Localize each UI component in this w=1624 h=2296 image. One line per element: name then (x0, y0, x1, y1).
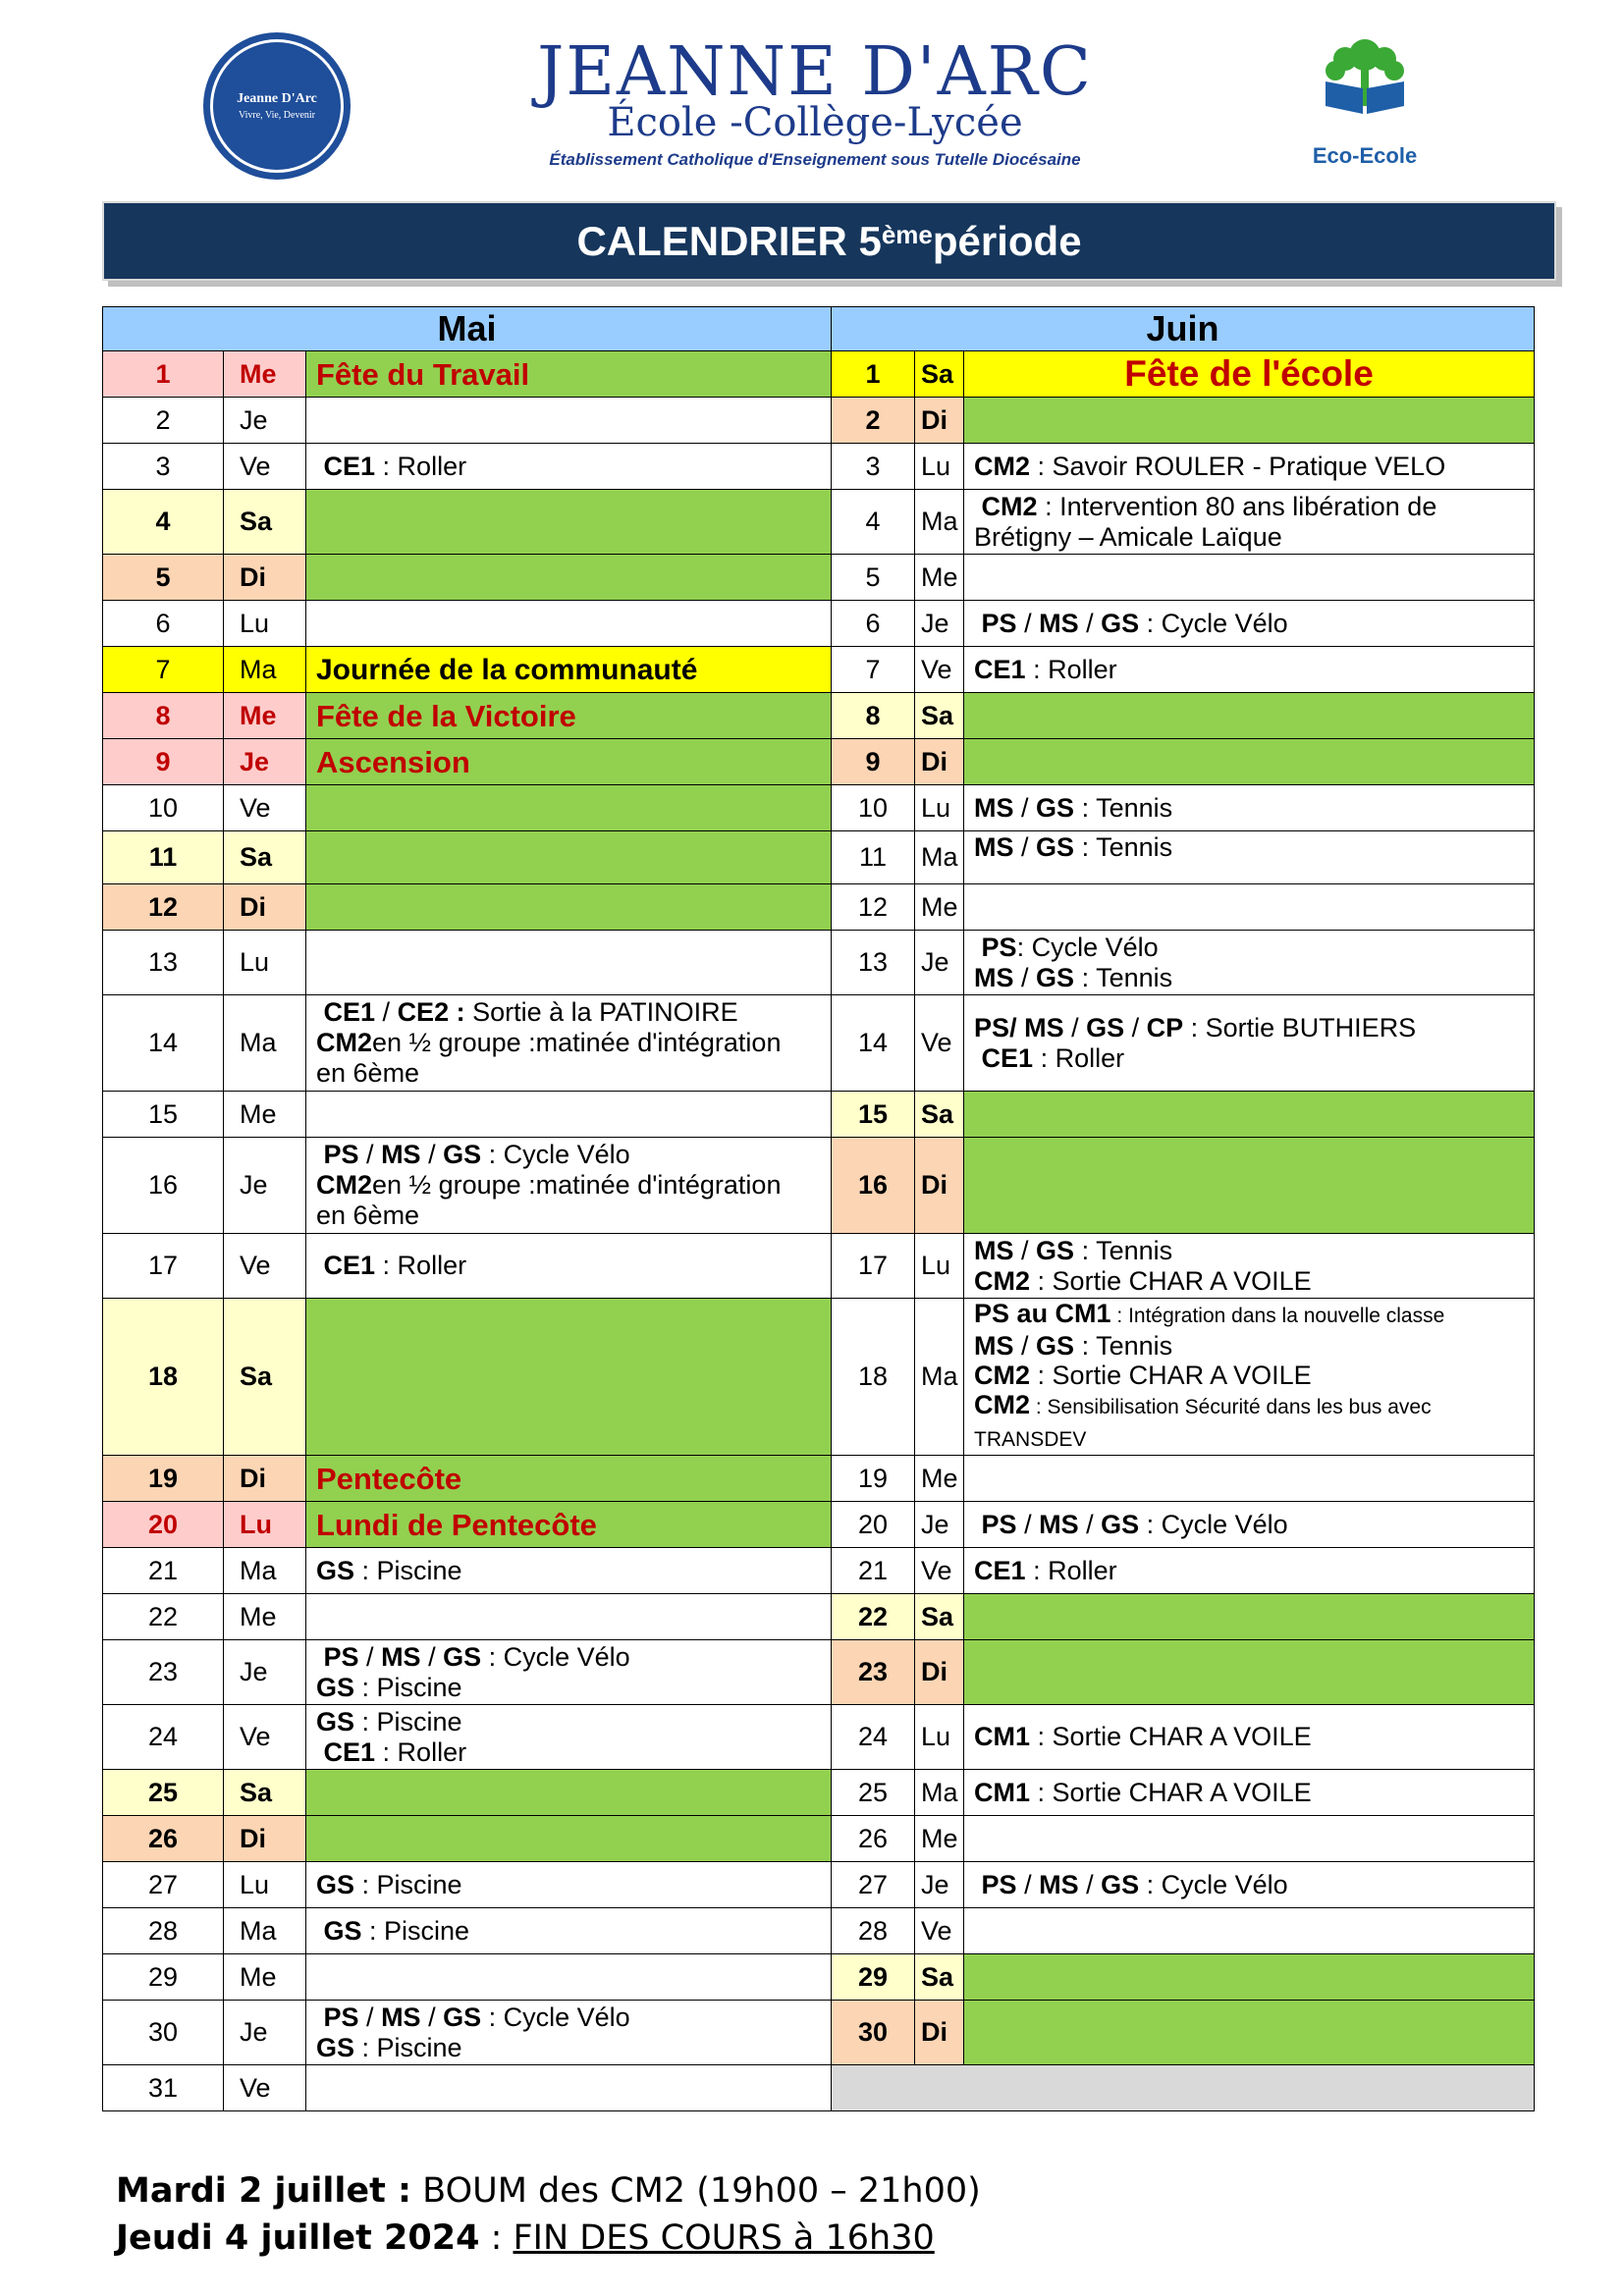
event-cell: MS / GS : Tennis (964, 785, 1535, 831)
table-row (103, 2065, 1535, 2111)
event-cell: PS / MS / GS : Cycle Vélo GS : Piscine (306, 1640, 832, 1705)
table-row (103, 1594, 1535, 1640)
day-number: 9 (832, 739, 915, 785)
event-cell: Lundi de Pentecôte (306, 1502, 832, 1548)
day-name: Me (224, 1954, 306, 2001)
event-cell (306, 490, 832, 555)
day-number: 18 (832, 1299, 915, 1456)
event-cell: Pentecôte (306, 1456, 832, 1502)
month-june: Juin (832, 307, 1535, 351)
day-name: Ve (915, 647, 964, 693)
event-cell: GS : Piscine (306, 1862, 832, 1908)
day-number: 4 (103, 490, 224, 555)
day-number: 1 (832, 351, 915, 398)
table-row (103, 555, 1535, 601)
table-row (103, 2001, 1535, 2065)
event-cell: PS au CM1 : Intégration dans la nouvelle classe MS / GS : Tennis CM2 : Sortie CHAR A VOILE CM2 : Sensibilisation Sécurité dans les bus avec TRANSDEV (964, 1299, 1535, 1456)
day-number: 26 (103, 1816, 224, 1862)
day-name: Di (915, 1640, 964, 1705)
eco-ecole-logo (1296, 37, 1434, 175)
day-number: 13 (103, 931, 224, 995)
event-cell: CM2 : Savoir ROULER - Pratique VELO (964, 444, 1535, 490)
day-number: 24 (832, 1705, 915, 1770)
day-name: Di (224, 1816, 306, 1862)
event-cell (306, 1594, 832, 1640)
day-number: 3 (103, 444, 224, 490)
month-header-row (103, 307, 1535, 351)
day-name: Ma (224, 1548, 306, 1594)
table-row (103, 351, 1535, 398)
day-name: Di (915, 739, 964, 785)
table-row (103, 490, 1535, 555)
table-row (103, 831, 1535, 884)
event-cell (964, 1092, 1535, 1138)
day-name: Lu (915, 1234, 964, 1299)
event-cell: GS : Piscine (306, 1908, 832, 1954)
event-cell (964, 398, 1535, 444)
event-cell: PS / MS / GS : Cycle Vélo CM2en ½ groupe :matinée d'intégration en 6ème (306, 1138, 832, 1234)
day-name: Lu (915, 444, 964, 490)
event-cell: GS : Piscine (306, 1548, 832, 1594)
eco-ecole-label: Eco-Ecole (1312, 143, 1418, 168)
page-title: CALENDRIER 5 $^{ème}$ période (102, 201, 1556, 281)
event-cell: Fête du Travail (306, 351, 832, 398)
day-number: 21 (832, 1548, 915, 1594)
day-number: 29 (832, 1954, 915, 2001)
event-cell (964, 693, 1535, 739)
day-number: 5 (832, 555, 915, 601)
day-name: Je (915, 931, 964, 995)
day-number: 6 (832, 601, 915, 647)
day-number: 17 (832, 1234, 915, 1299)
day-number: 4 (832, 490, 915, 555)
day-name: Di (915, 2001, 964, 2065)
table-row (103, 1299, 1535, 1456)
table-row (103, 693, 1535, 739)
table-row (103, 444, 1535, 490)
event-cell (964, 739, 1535, 785)
school-logo (203, 32, 351, 180)
day-name: Je (224, 1138, 306, 1234)
event-cell (306, 1816, 832, 1862)
event-cell (964, 1954, 1535, 2001)
day-number: 14 (103, 995, 224, 1092)
day-number: 22 (103, 1594, 224, 1640)
day-number: 31 (103, 2065, 224, 2111)
day-number: 10 (103, 785, 224, 831)
day-name: Sa (915, 693, 964, 739)
table-row (103, 647, 1535, 693)
day-number: 19 (103, 1456, 224, 1502)
table-row (103, 1862, 1535, 1908)
day-name: Ve (224, 1234, 306, 1299)
day-name: Ma (915, 1770, 964, 1816)
event-cell: Journée de la communauté (306, 647, 832, 693)
day-number: 12 (832, 884, 915, 931)
table-row (103, 1908, 1535, 1954)
day-name: Ma (915, 1299, 964, 1456)
event-cell (964, 1816, 1535, 1862)
day-name: Je (915, 1862, 964, 1908)
table-row (103, 1092, 1535, 1138)
day-name: Di (915, 398, 964, 444)
day-number: 7 (103, 647, 224, 693)
tree-book-icon (1316, 37, 1414, 116)
event-cell: GS : Piscine CE1 : Roller (306, 1705, 832, 1770)
day-name: Sa (224, 1299, 306, 1456)
event-cell (306, 931, 832, 995)
footer-line-2: Jeudi 4 juillet 2024 : FIN DES COURS à 16h30 (116, 2218, 935, 2258)
day-name: Ve (224, 2065, 306, 2111)
table-row (103, 1138, 1535, 1234)
day-name: Sa (915, 1594, 964, 1640)
footer-line-1: Mardi 2 juillet : BOUM des CM2 (19h00 – 21h00) (116, 2171, 981, 2211)
event-cell (964, 1594, 1535, 1640)
day-number: 11 (832, 831, 915, 884)
event-cell: Fête de l'école (964, 351, 1535, 398)
day-name: Ma (224, 995, 306, 1092)
day-name: Je (224, 739, 306, 785)
event-cell (964, 555, 1535, 601)
day-number: 5 (103, 555, 224, 601)
day-number: 25 (832, 1770, 915, 1816)
day-number: 7 (832, 647, 915, 693)
day-number: 15 (832, 1092, 915, 1138)
event-cell: CM1 : Sortie CHAR A VOILE (964, 1770, 1535, 1816)
day-number: 27 (103, 1862, 224, 1908)
day-name: Di (915, 1138, 964, 1234)
day-number: 26 (832, 1816, 915, 1862)
day-number: 30 (103, 2001, 224, 2065)
day-name: Ve (224, 444, 306, 490)
event-cell (306, 1954, 832, 2001)
day-number: 18 (103, 1299, 224, 1456)
day-name: Lu (224, 601, 306, 647)
day-number: 30 (832, 2001, 915, 2065)
day-number: 23 (103, 1640, 224, 1705)
table-row (103, 1502, 1535, 1548)
day-name: Me (915, 1816, 964, 1862)
footer-notes (116, 2167, 981, 2262)
day-name: Je (224, 2001, 306, 2065)
table-row (103, 739, 1535, 785)
day-name: Sa (915, 351, 964, 398)
day-number: 13 (832, 931, 915, 995)
table-row (103, 1548, 1535, 1594)
table-row (103, 398, 1535, 444)
day-name: Di (224, 1456, 306, 1502)
table-row (103, 1640, 1535, 1705)
event-cell (306, 831, 832, 884)
table-row (103, 1234, 1535, 1299)
event-cell: CE1 : Roller (306, 1234, 832, 1299)
day-name: Ve (224, 785, 306, 831)
day-number: 27 (832, 1862, 915, 1908)
day-number: 28 (103, 1908, 224, 1954)
event-cell: MS / GS : Tennis (964, 831, 1535, 884)
table-row (103, 785, 1535, 831)
day-name: Me (224, 693, 306, 739)
event-cell (306, 1299, 832, 1456)
day-name: Ma (915, 831, 964, 884)
logo-text: Jeanne D'Arc (237, 91, 317, 106)
day-number: 16 (832, 1138, 915, 1234)
day-number: 16 (103, 1138, 224, 1234)
calendar-table (102, 306, 1535, 2111)
event-cell: PS / MS / GS : Cycle Vélo GS : Piscine (306, 2001, 832, 2065)
day-number: 19 (832, 1456, 915, 1502)
day-name: Sa (224, 490, 306, 555)
table-row (103, 601, 1535, 647)
school-subtitle: École -Collège-Lycée (607, 100, 1023, 145)
school-tagline: Établissement Catholique d'Enseignement sous Tutelle Diocésaine (549, 150, 1081, 169)
event-cell (306, 2065, 832, 2111)
day-name: Ve (915, 995, 964, 1092)
logo-motto: Vivre, Vie, Devenir (238, 110, 316, 121)
day-name: Lu (224, 931, 306, 995)
day-number: 17 (103, 1234, 224, 1299)
day-name: Di (224, 884, 306, 931)
day-name: Me (915, 884, 964, 931)
day-number: 10 (832, 785, 915, 831)
event-cell: CE1 / CE2 : Sortie à la PATINOIRE CM2en ½ groupe :matinée d'intégration en 6ème (306, 995, 832, 1092)
table-row (103, 1705, 1535, 1770)
day-name: Me (915, 1456, 964, 1502)
day-name: Je (224, 398, 306, 444)
school-name: JEANNE D'ARC (537, 33, 1093, 111)
day-number: 15 (103, 1092, 224, 1138)
event-cell: PS: Cycle Vélo MS / GS : Tennis (964, 931, 1535, 995)
day-name: Sa (915, 1092, 964, 1138)
day-name: Ma (224, 1908, 306, 1954)
day-number: 22 (832, 1594, 915, 1640)
event-cell: Fête de la Victoire (306, 693, 832, 739)
day-name: Lu (224, 1502, 306, 1548)
day-number: 28 (832, 1908, 915, 1954)
event-cell (306, 1092, 832, 1138)
event-cell (306, 601, 832, 647)
event-cell (964, 1908, 1535, 1954)
event-cell: CM1 : Sortie CHAR A VOILE (964, 1705, 1535, 1770)
day-name: Lu (224, 1862, 306, 1908)
event-cell (306, 1770, 832, 1816)
day-number: 11 (103, 831, 224, 884)
empty-cell (832, 2065, 1535, 2111)
day-name: Ve (224, 1705, 306, 1770)
day-name: Lu (915, 785, 964, 831)
day-number: 2 (103, 398, 224, 444)
day-name: Ma (915, 490, 964, 555)
event-cell: PS / MS / GS : Cycle Vélo (964, 601, 1535, 647)
table-row (103, 1456, 1535, 1502)
event-cell: Ascension (306, 739, 832, 785)
event-cell (306, 398, 832, 444)
event-cell: PS / MS / GS : Cycle Vélo (964, 1502, 1535, 1548)
event-cell (964, 1138, 1535, 1234)
event-cell (964, 1640, 1535, 1705)
day-number: 6 (103, 601, 224, 647)
day-number: 29 (103, 1954, 224, 2001)
day-number: 20 (832, 1502, 915, 1548)
day-number: 14 (832, 995, 915, 1092)
day-name: Sa (915, 1954, 964, 2001)
day-name: Ve (915, 1908, 964, 1954)
event-cell: CE1 : Roller (964, 1548, 1535, 1594)
day-name: Je (915, 601, 964, 647)
event-cell: PS/ MS / GS / CP : Sortie BUTHIERS CE1 : Roller (964, 995, 1535, 1092)
day-number: 1 (103, 351, 224, 398)
event-cell (306, 555, 832, 601)
table-row (103, 931, 1535, 995)
day-name: Ma (224, 647, 306, 693)
table-row (103, 1954, 1535, 2001)
day-name: Lu (915, 1705, 964, 1770)
day-number: 8 (832, 693, 915, 739)
day-name: Me (224, 1594, 306, 1640)
day-name: Je (224, 1640, 306, 1705)
table-row (103, 995, 1535, 1092)
day-name: Me (915, 555, 964, 601)
event-cell: CE1 : Roller (964, 647, 1535, 693)
day-number: 24 (103, 1705, 224, 1770)
day-name: Me (224, 1092, 306, 1138)
day-name: Sa (224, 1770, 306, 1816)
day-number: 9 (103, 739, 224, 785)
day-name: Me (224, 351, 306, 398)
day-name: Di (224, 555, 306, 601)
day-number: 23 (832, 1640, 915, 1705)
day-number: 20 (103, 1502, 224, 1548)
day-number: 3 (832, 444, 915, 490)
day-name: Je (915, 1502, 964, 1548)
table-row (103, 884, 1535, 931)
day-name: Ve (915, 1548, 964, 1594)
event-cell: PS / MS / GS : Cycle Vélo (964, 1862, 1535, 1908)
table-row (103, 1770, 1535, 1816)
event-cell (964, 1456, 1535, 1502)
table-row (103, 1816, 1535, 1862)
day-number: 2 (832, 398, 915, 444)
event-cell: MS / GS : Tennis CM2 : Sortie CHAR A VOILE (964, 1234, 1535, 1299)
event-cell (306, 884, 832, 931)
event-cell (964, 884, 1535, 931)
day-number: 12 (103, 884, 224, 931)
day-number: 8 (103, 693, 224, 739)
day-name: Sa (224, 831, 306, 884)
event-cell: CE1 : Roller (306, 444, 832, 490)
event-cell: CM2 : Intervention 80 ans libération de Brétigny – Amicale Laïque (964, 490, 1535, 555)
day-number: 21 (103, 1548, 224, 1594)
event-cell (964, 2001, 1535, 2065)
event-cell (306, 785, 832, 831)
month-may: Mai (103, 307, 832, 351)
day-number: 25 (103, 1770, 224, 1816)
